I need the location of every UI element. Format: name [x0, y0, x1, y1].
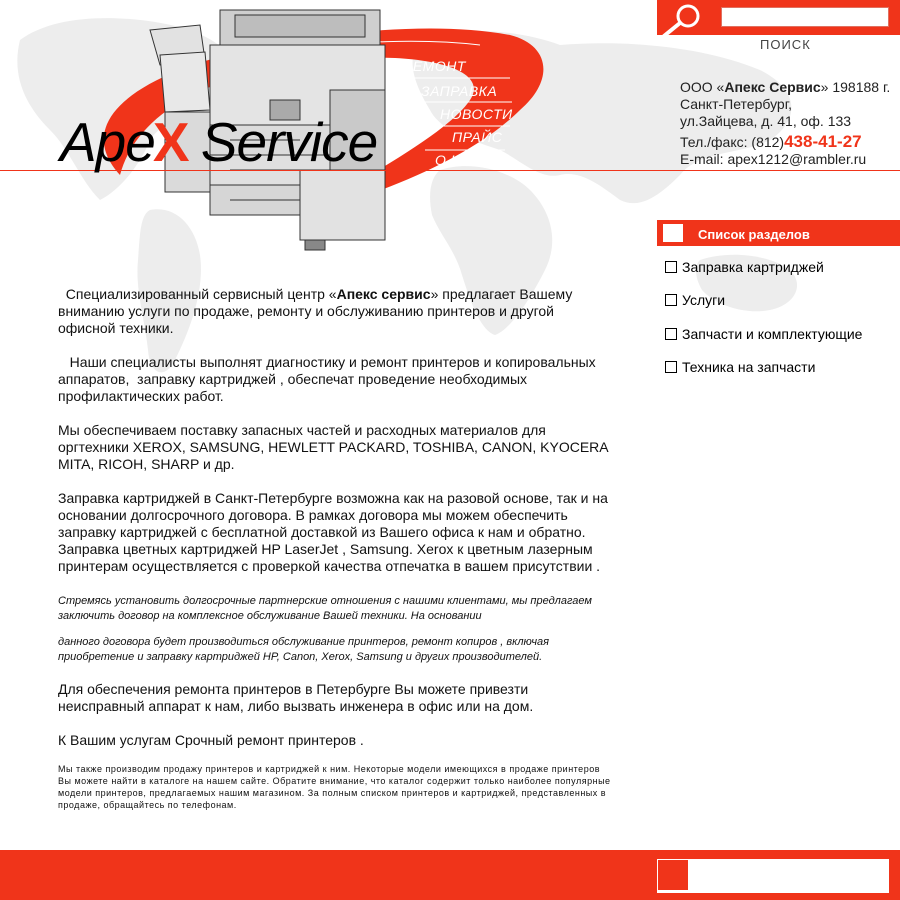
- email-line[interactable]: E-mail: apex1212@rambler.ru: [680, 151, 867, 167]
- paragraph-urgent[interactable]: К Вашим услугам Срочный ремонт принтеров .: [58, 732, 364, 748]
- search-label[interactable]: ПОИСК: [760, 37, 811, 52]
- phone-number: 438-41-27: [784, 132, 862, 151]
- paragraph-refill: Заправка картриджей в Санкт-Петербурге возможна как на разовой основе, так и на основании долгосрочного договора. В рамках договора мы можем обеспечить заправку картриджей с бесплатной доставкой из Вашего офиса к нам и обратно. Заправка цветных картриджей HP LaserJet , Samsung. Xerox к цветным лазерным принтерам осуществляется с проверкой качества отпечатка в вашем присутствии .: [58, 490, 608, 574]
- section-item-label: Техника на запчасти: [682, 359, 816, 375]
- checkbox-icon: [665, 261, 677, 273]
- company-line: [680, 79, 890, 96]
- street-line: ул.Зайцева, д. 41, оф. 133: [680, 113, 852, 129]
- checkbox-icon: [665, 294, 677, 306]
- section-item-spare-parts[interactable]: [665, 326, 862, 342]
- search-input[interactable]: [721, 7, 889, 27]
- paragraph-contract-1: Стремясь установить долгосрочные партнерские отношения с нашими клиентами, мы предлагаем заключить договор на комплексное обслуживание Вашей техники. На основании: [58, 595, 592, 622]
- section-item-label: Услуги: [682, 292, 726, 308]
- intro-company-name: Апекс сервис: [336, 286, 431, 302]
- nav-item-about[interactable]: О НАС: [435, 152, 482, 168]
- logo: [60, 110, 377, 174]
- contact-info: [680, 79, 890, 168]
- paragraph-supplies: Мы обеспечиваем поставку запасных частей и расходных материалов для оргтехники XEROX, SAMSUNG, HEWLETT PACKARD, TOSHIBA, CANON, KYOCERA MITA, RICOH, SHARP и др.: [58, 422, 608, 472]
- logo-x: X: [152, 111, 189, 173]
- footer-square: [658, 860, 688, 890]
- intro-text-end: » предлагает Вашему вниманию услуги по продаже, ремонту и обслуживанию принтеров и другой офисной техники.: [58, 286, 573, 336]
- nav-item-news[interactable]: НОВОСТИ: [440, 106, 513, 122]
- section-item-services[interactable]: [665, 292, 725, 308]
- city-line: Санкт-Петербург,: [680, 96, 792, 112]
- sections-title: Список разделов: [698, 227, 810, 242]
- main-content: [58, 286, 613, 811]
- phone-label: Тел./факс: (812): [680, 134, 785, 150]
- paragraph-intro: [58, 286, 613, 337]
- footer-box: [656, 858, 890, 894]
- paragraph-repair: Для обеспечения ремонта принтеров в Петербурге Вы можете привезти неисправный аппарат к нам, либо вызвать инженера в офис или на дом.: [58, 681, 534, 714]
- section-item-equipment-for-parts[interactable]: [665, 359, 815, 375]
- paragraph-contract-2: данного договора будет производиться обслуживание принтеров, ремонт копиров , включая приобретение и заправку картриджей HP, Canon, Xerox, Samsung и других производителей.: [58, 636, 550, 663]
- company-name: Апекс Сервис: [724, 79, 821, 95]
- checkbox-icon: [665, 361, 677, 373]
- paragraph-sales-note: Мы также производим продажу принтеров и картриджей к ним. Некоторые модели имеющихся в продаже принтеров Вы можете найти в каталоге на нашем сайте. Обратите внимание, что каталог содержит только наиболее популярные модели принтеров, предлагаемых нашим магазином. За полным списком принтеров и картриджей, представленных в продаже, обращайтесь по телефонам.: [58, 764, 611, 810]
- company-prefix: ООО «: [680, 79, 725, 95]
- sections-header-box: [663, 224, 683, 242]
- intro-text-start: Специализированный сервисный центр «: [58, 286, 337, 302]
- nav-item-price[interactable]: ПРАЙС: [452, 129, 503, 145]
- section-item-label: Заправка картриджей: [682, 259, 824, 275]
- nav-item-repair[interactable]: РЕМОНТ: [403, 58, 466, 74]
- phone-line: [680, 133, 890, 151]
- section-item-cartridge-refill[interactable]: [665, 259, 824, 275]
- paragraph-specialists: Наши специалисты выполнят диагностику и ремонт принтеров и копировальных аппаратов, заправку картриджей , обеспечат проведение необходимых профилактических работ.: [58, 354, 600, 404]
- checkbox-icon: [665, 328, 677, 340]
- search-icon[interactable]: [660, 2, 704, 38]
- company-suffix: » 198188 г.: [820, 79, 891, 95]
- section-item-label: Запчасти и комплектующие: [682, 326, 863, 342]
- nav-item-refill[interactable]: ЗАПРАВКА: [421, 83, 498, 99]
- logo-text-left: Ape: [60, 111, 155, 173]
- logo-text-right: Service: [186, 111, 378, 173]
